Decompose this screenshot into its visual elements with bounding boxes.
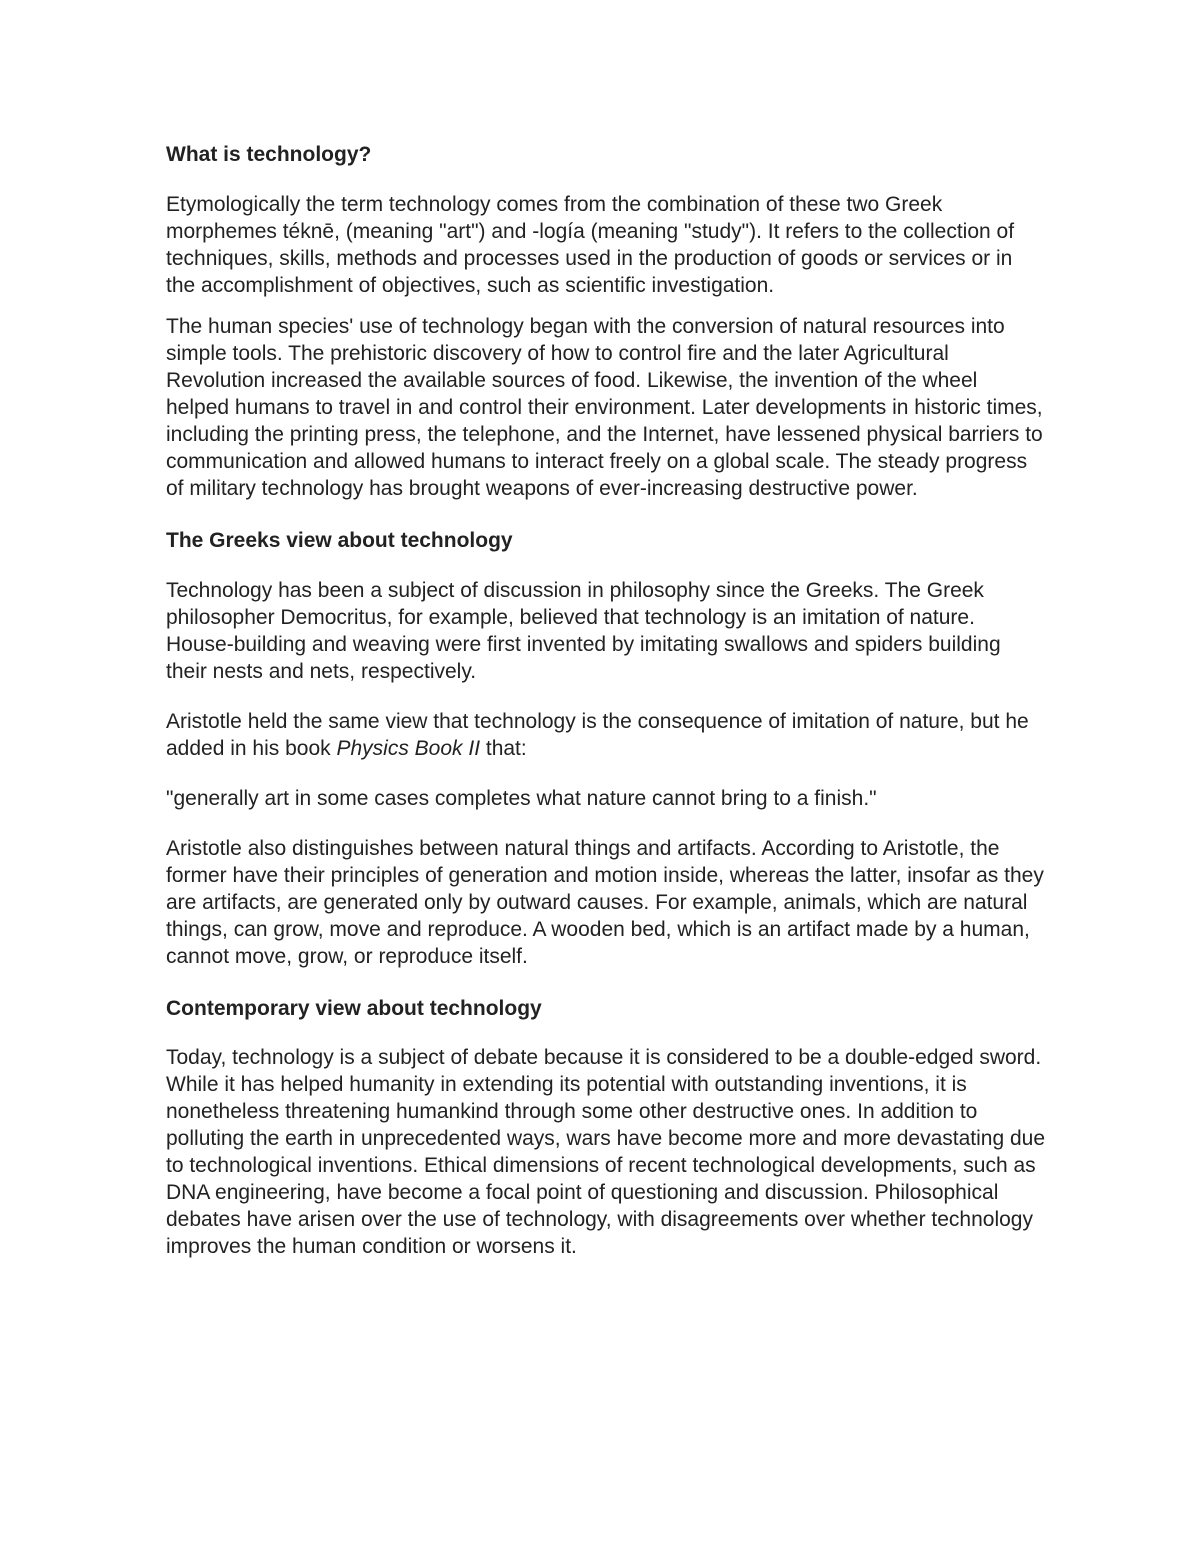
section-heading-greeks-view: The Greeks view about technology [166, 529, 513, 552]
document-page [166, 141, 1046, 1260]
section-heading-contemporary-view: Contemporary view about technology [166, 997, 542, 1020]
paragraph-human-use: The human species' use of technology began with the conversion of natural resources into simple tools. The prehistoric discovery of how to control fire and the later Agricultural Revolution increased the available sources of food. Likewise, the invention of the wheel helped humans to travel in and control their environment. Later developments in historic times, including the printing press, the telephone, and the Internet, have lessened physical barriers to communication and allowed humans to interact freely on a global scale. The steady progress of military technology has brought weapons of ever-increasing destructive power. [166, 315, 1043, 500]
aristotle-text-start: Aristotle held the same view that technology is the consequence of imitation of nature, but he added in his book [166, 710, 1029, 760]
paragraph-contemporary: Today, technology is a subject of debate because it is considered to be a double-edged sword. While it has helped humanity in extending its potential with outstanding inventions, it is nonetheless threatening humankind through some other destructive ones. In addition to polluting the earth in unprecedented ways, wars have become more and more devastating due to technological inventions. Ethical dimensions of recent technological developments, such as DNA engineering, have become a focal point of questioning and discussion. Philosophical debates have arisen over the use of technology, with disagreements over whether technology improves the human condition or worsens it. [166, 1046, 1046, 1258]
paragraph-etymology: Etymologically the term technology comes from the combination of these two Greek morphemes téknē, (meaning "art") and -logía (meaning "study"). It refers to the collection of techniques, skills, methods and processes used in the production of goods or services or in the accomplishment of objectives, such as scientific investigation. [166, 193, 1015, 297]
paragraph-aristotle-view [166, 708, 1046, 762]
book-title: Physics Book II [336, 737, 481, 760]
aristotle-quote: "generally art in some cases completes what nature cannot bring to a finish." [166, 787, 877, 810]
section-heading-what-is-technology: What is technology? [166, 143, 372, 166]
paragraph-artifacts: Aristotle also distinguishes between natural things and artifacts. According to Aristotle, the former have their principles of generation and motion inside, whereas the latter, insofar as they are artifacts, are generated only by outward causes. For example, animals, which are natural things, can grow, move and reproduce. A wooden bed, which is an artifact made by a human, cannot move, grow, or reproduce itself. [166, 837, 1044, 968]
aristotle-text-end: that: [480, 737, 527, 760]
paragraph-democritus: Technology has been a subject of discussion in philosophy since the Greeks. The Greek philosopher Democritus, for example, believed that technology is an imitation of nature. House-building and weaving were first invented by imitating swallows and spiders building their nests and nets, respectively. [166, 579, 1001, 683]
